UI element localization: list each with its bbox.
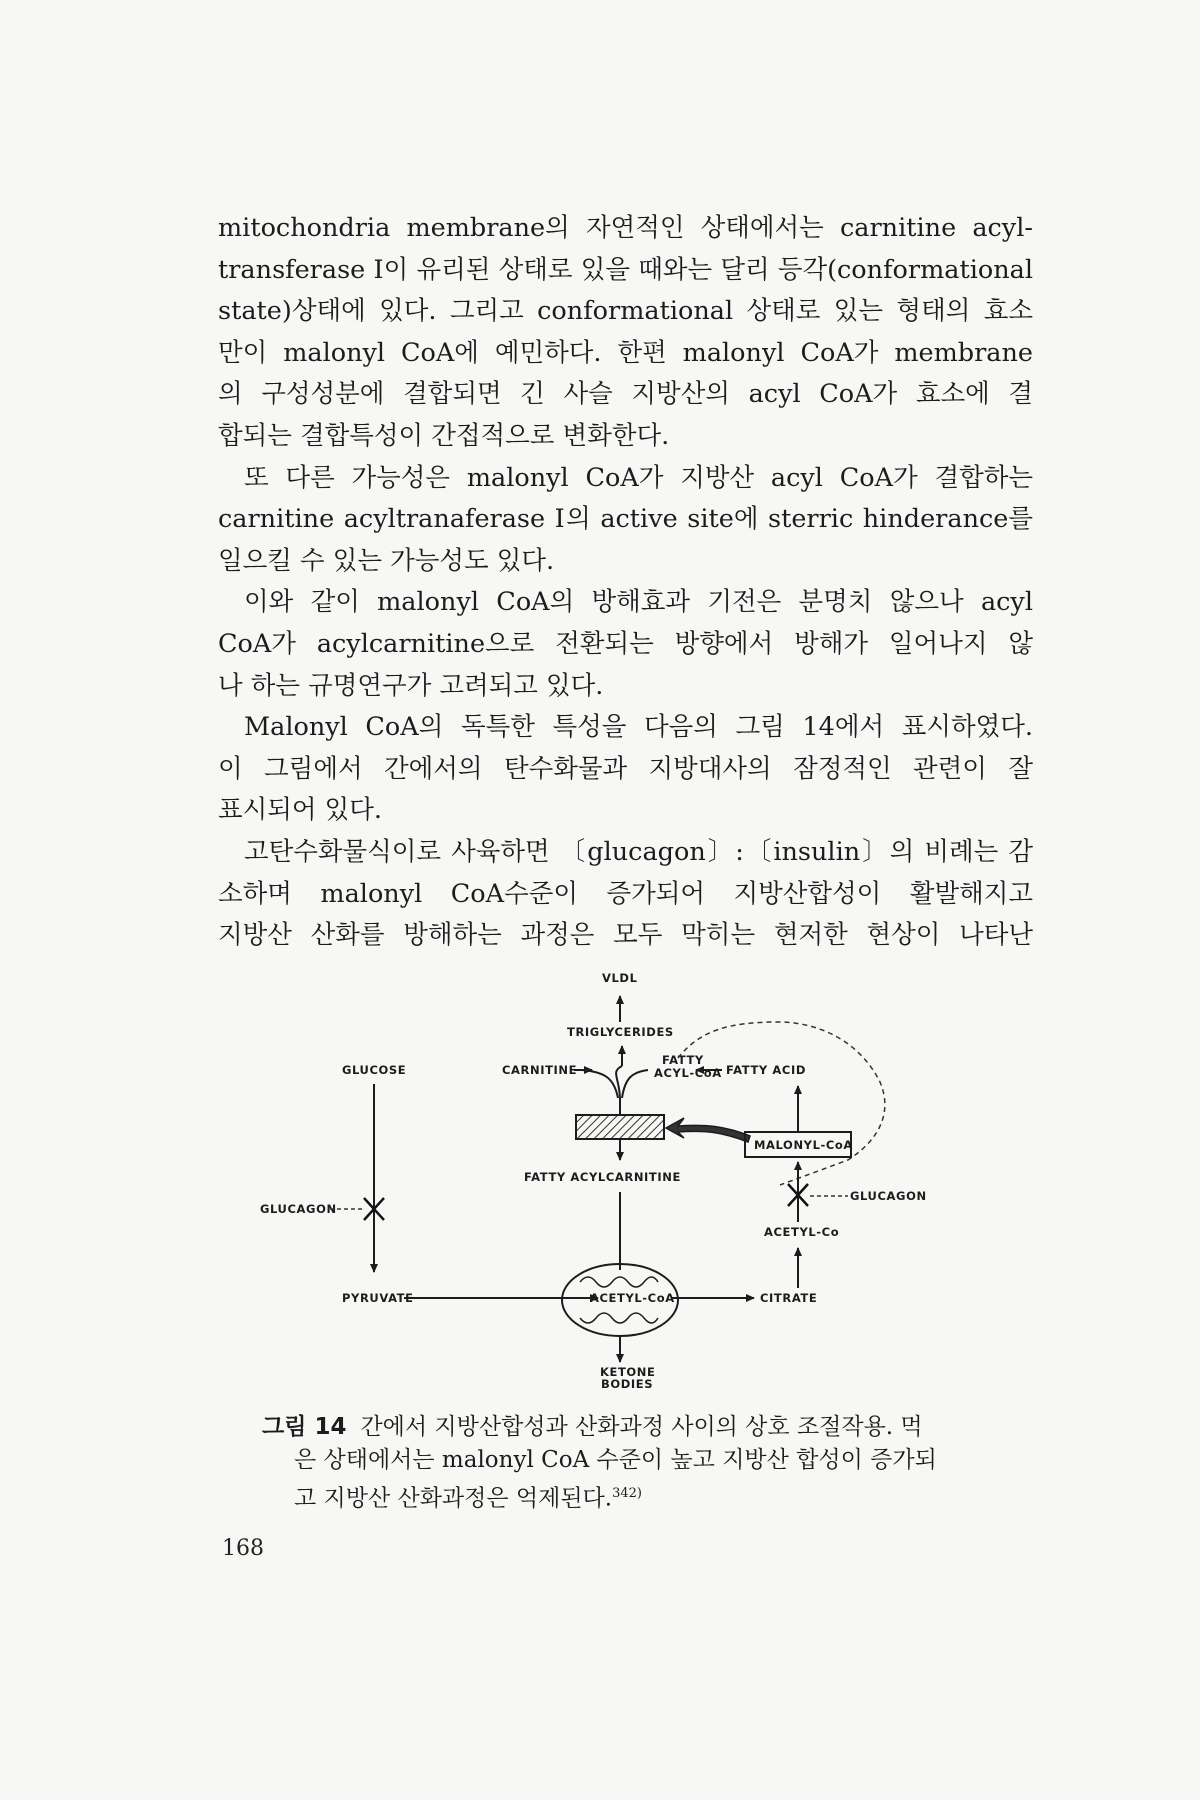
caption-text: 고 지방산 산화과정은 억제된다. (294, 1485, 613, 1512)
fatty-label: FATTY (662, 1053, 704, 1067)
text-line: CoA가 acylcarnitine으로 전환되는 방향에서 방해가 일어나지 않 (218, 628, 1033, 659)
malonyl-inhibition-arrow (666, 1118, 750, 1142)
figure-caption (262, 1411, 1032, 1516)
ketone-label: KETONE (600, 1365, 656, 1379)
text-line: 이와 같이 malonyl CoA의 방해효과 기전은 분명치 않으나 acyl (244, 587, 1033, 618)
vldl-label: VLDL (602, 971, 638, 985)
text-line: carnitine acyltranaferase Ⅰ의 active site에 sterric hinderance를 (218, 504, 1033, 535)
text-line: 소하며 malonyl CoA수준이 증가되어 지방산합성이 활발해지고 (218, 878, 1033, 909)
fatty-acid-label: FATTY ACID (726, 1063, 806, 1077)
caption-line (262, 1411, 1032, 1444)
junction-left-branch (582, 1070, 618, 1098)
text-line: 표시되어 있다. (218, 795, 383, 826)
text-line: 일으킬 수 있는 가능성도 있다. (218, 545, 555, 576)
carnitine-label: CARNITINE (502, 1063, 578, 1077)
acetyl-coa-center-label: ACETYL-CoA (590, 1291, 675, 1305)
text-line: transferase Ⅰ이 유리된 상태로 있을 때와는 달리 등각(conformational (218, 254, 1033, 285)
glucagon-left-label: GLUCAGON (260, 1202, 337, 1216)
triglycerides-label: TRIGLYCERIDES (567, 1025, 674, 1039)
text-line: Malonyl CoA의 독특한 특성을 다음의 그림 14에서 표시하였다. (244, 712, 1033, 743)
text-line: 의 구성성분에 결합되면 긴 사슬 지방산의 acyl CoA가 효소에 결 (218, 379, 1033, 410)
caption-line (262, 1477, 1032, 1516)
carnitine-acyltransferase-box (576, 1115, 664, 1139)
caption-title: 그림 14 (262, 1414, 347, 1440)
text-line: 이 그림에서 간에서의 탄수화물과 지방대사의 잠정적인 관련이 잘 (218, 753, 1033, 784)
dashed-feedback-curve (678, 1022, 885, 1185)
caption-line: 은 상태에서는 malonyl CoA 수준이 높고 지방산 합성이 증가되 (294, 1447, 937, 1473)
text-line: mitochondria membrane의 자연적인 상태에서는 carnitine acyl- (218, 213, 1033, 243)
acyl-coa-label: ACYL-CoA (654, 1066, 722, 1080)
bodies-label: BODIES (601, 1377, 654, 1391)
text-line: 만이 malonyl CoA에 예민하다. 한편 malonyl CoA가 membrane (218, 337, 1033, 368)
text-line: 지방산 산화를 방해하는 과정은 모두 막히는 현저한 현상이 나타난 (218, 920, 1033, 951)
body-text (218, 208, 1033, 957)
text-line: state)상태에 있다. 그리고 conformational 상태로 있는 형태의 효소 (218, 296, 1033, 327)
citation-ref: 342) (612, 1486, 642, 1501)
caption-text: 간에서 지방산합성과 산화과정 사이의 상호 조절작용. 먹 (360, 1414, 923, 1440)
text-line: 고탄수화물식이로 사육하면 〔glucagon〕:〔insulin〕의 비례는 감 (244, 836, 1033, 867)
junction-right-branch (622, 1070, 648, 1098)
malonyl-coa-label: MALONYL-CoA (754, 1138, 853, 1152)
page-number: 168 (222, 1536, 264, 1561)
pyruvate-label: PYRUVATE (342, 1291, 414, 1305)
glucose-label: GLUCOSE (342, 1063, 407, 1077)
fatty-acylcarnitine-label: FATTY ACYLCARNITINE (524, 1170, 681, 1184)
text-line: 합되는 결합특성이 간접적으로 변화한다. (218, 420, 670, 451)
text-line: 나 하는 규명연구가 고려되고 있다. (218, 670, 604, 701)
metabolic-pathway-figure (260, 960, 980, 1391)
glucagon-right-label: GLUCAGON (850, 1189, 927, 1203)
citrate-label: CITRATE (760, 1291, 818, 1305)
text-line: 또 다른 가능성은 malonyl CoA가 지방산 acyl CoA가 결합하는 (244, 462, 1033, 493)
acetyl-coa-right-label: ACETYL-Co (764, 1225, 840, 1239)
